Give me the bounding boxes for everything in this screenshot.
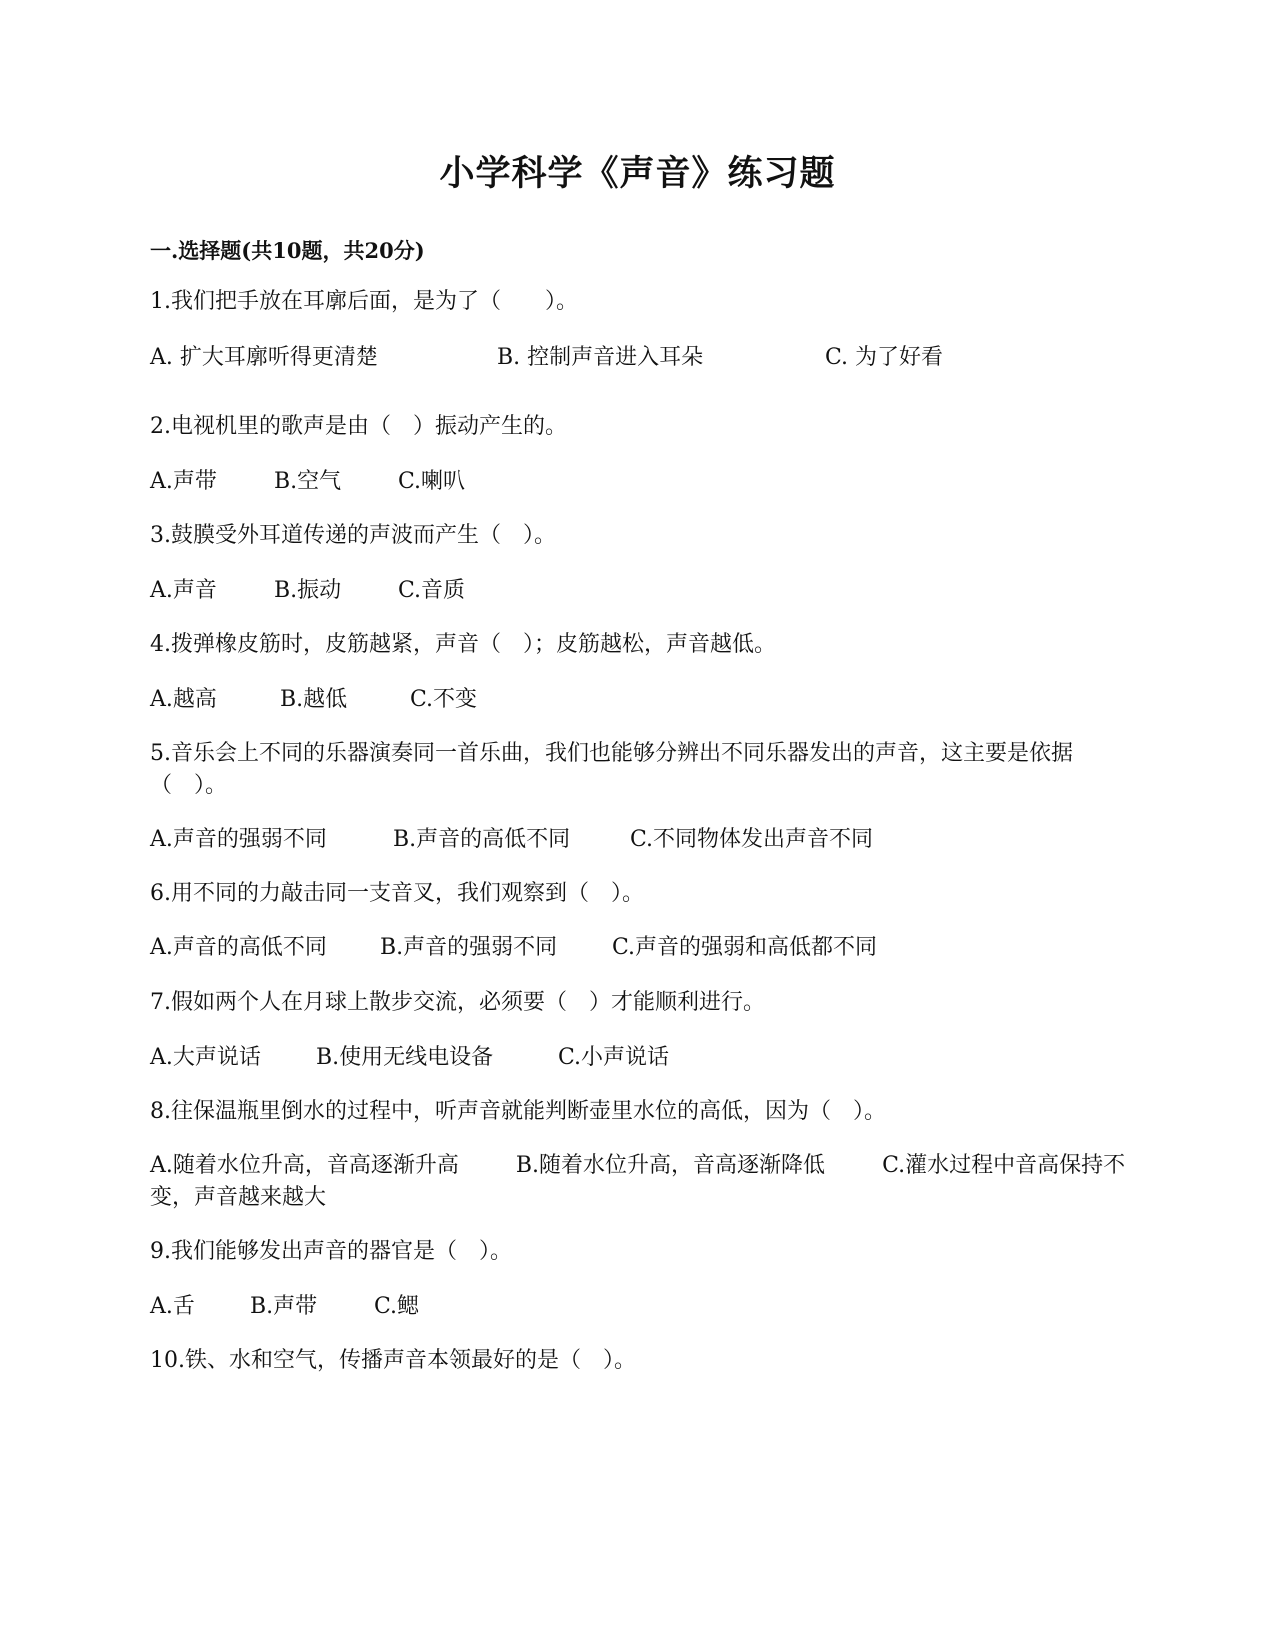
section-header: 一.选择题(共10题，共20分) <box>150 238 425 263</box>
question-8-options <box>150 1150 1130 1214</box>
option-c[interactable]: C.喇叭 <box>398 469 466 494</box>
option-b[interactable]: B.声音的高低不同 <box>393 827 571 852</box>
question-3: 3.鼓膜受外耳道传递的声波而产生（ ）。 <box>150 523 556 548</box>
option-b[interactable]: B.使用无线电设备 <box>316 1045 494 1070</box>
option-b[interactable]: B.越低 <box>280 687 348 712</box>
question-8: 8.往保温瓶里倒水的过程中，听声音就能判断壶里水位的高低，因为（ ）。 <box>150 1099 886 1124</box>
question-7-options <box>150 1042 669 1074</box>
option-a[interactable]: A.声音的高低不同 <box>150 935 327 960</box>
option-a[interactable]: A.声音 <box>150 578 217 603</box>
question-6-options <box>150 932 877 964</box>
option-a[interactable]: A.舌 <box>150 1294 195 1319</box>
question-1: 1.我们把手放在耳廓后面，是为了（ ）。 <box>150 289 578 314</box>
option-c[interactable]: C.灌水过程中音高保持不变，声音越来越大 <box>150 1153 1126 1210</box>
option-c[interactable]: C.不同物体发出声音不同 <box>630 827 874 852</box>
option-a[interactable]: A.声带 <box>150 469 217 494</box>
option-c[interactable]: C.声音的强弱和高低都不同 <box>612 935 878 960</box>
option-a[interactable]: A.声音的强弱不同 <box>150 827 327 852</box>
question-2-options <box>150 466 465 498</box>
option-a[interactable]: A.随着水位升高，音高逐渐升高 <box>150 1153 459 1178</box>
option-a[interactable]: A.越高 <box>150 687 217 712</box>
question-5-options <box>150 824 873 856</box>
question-7: 7.假如两个人在月球上散步交流，必须要（ ）才能顺利进行。 <box>150 990 765 1015</box>
option-c[interactable]: C.鳃 <box>374 1294 420 1319</box>
option-c[interactable]: C.音质 <box>398 578 466 603</box>
option-c[interactable]: C.不变 <box>410 687 478 712</box>
question-9-options <box>150 1291 419 1323</box>
question-6: 6.用不同的力敲击同一支音叉，我们观察到（ ）。 <box>150 881 644 906</box>
option-b[interactable]: B.声带 <box>250 1294 318 1319</box>
option-b[interactable]: B.声音的强弱不同 <box>380 935 558 960</box>
option-b[interactable]: B. 控制声音进入耳朵 <box>497 345 704 370</box>
question-10: 10.铁、水和空气，传播声音本领最好的是（ ）。 <box>150 1348 636 1373</box>
option-b[interactable]: B.空气 <box>274 469 342 494</box>
question-9: 9.我们能够发出声音的器官是（ ）。 <box>150 1239 512 1264</box>
question-1-options <box>150 342 943 374</box>
option-c[interactable]: C.小声说话 <box>558 1045 670 1070</box>
option-a[interactable]: A.大声说话 <box>150 1045 261 1070</box>
option-b[interactable]: B.振动 <box>274 578 342 603</box>
page-title: 小学科学《声音》练习题 <box>439 153 836 194</box>
question-5: 5.音乐会上不同的乐器演奏同一首乐曲，我们也能够分辨出不同乐器发出的声音，这主要是依据（ ）。 <box>150 741 1073 798</box>
option-c[interactable]: C. 为了好看 <box>825 345 944 370</box>
question-4: 4.拨弹橡皮筋时，皮筋越紧，声音（ ）；皮筋越松，声音越低。 <box>150 632 776 657</box>
option-b[interactable]: B.随着水位升高，音高逐渐降低 <box>515 1153 826 1178</box>
question-4-options <box>150 684 477 716</box>
question-3-options <box>150 575 465 607</box>
question-2: 2.电视机里的歌声是由（ ）振动产生的。 <box>150 414 567 439</box>
option-a[interactable]: A. 扩大耳廓听得更清楚 <box>150 345 378 370</box>
